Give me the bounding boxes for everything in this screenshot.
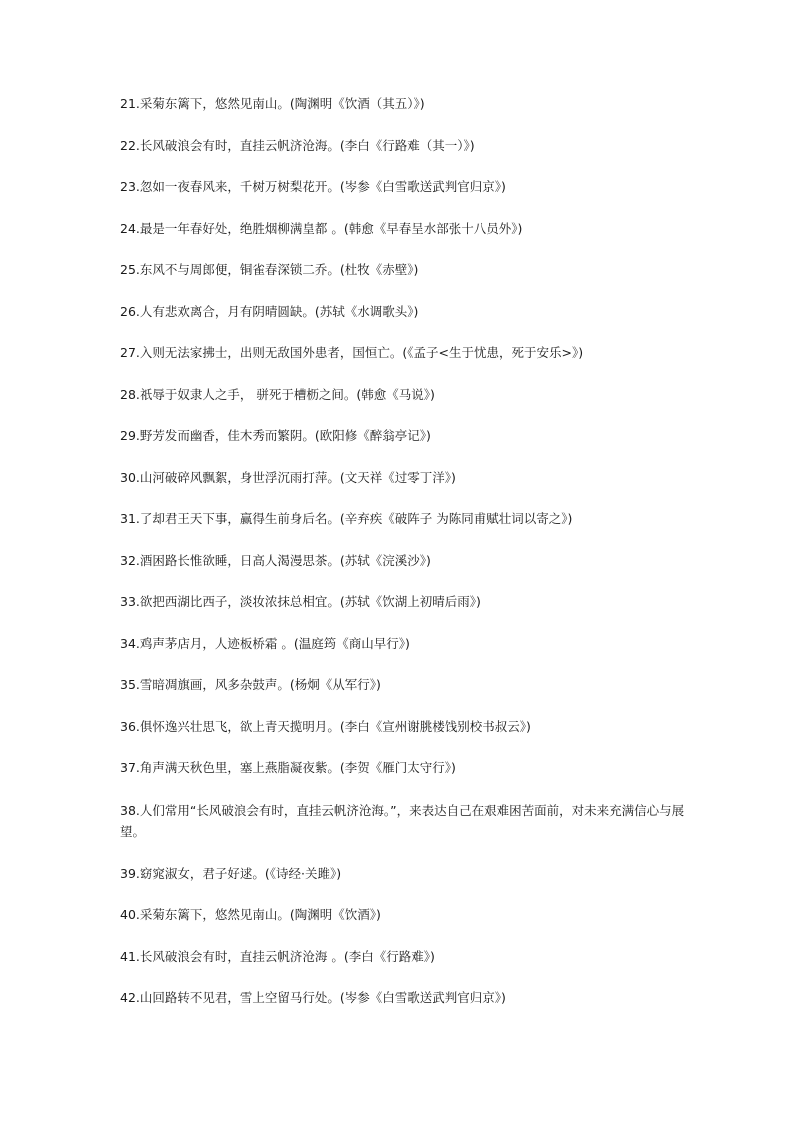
poem-line: 34.鸡声茅店月，人迹板桥霜 。(温庭筠《商山早行》) [120, 635, 410, 651]
poem-line: 32.酒困路长惟欲睡，日高人渴漫思茶。(苏轼《浣溪沙》) [120, 552, 431, 568]
poem-line-list [120, 94, 690, 1030]
poem-line: 22.长风破浪会有时，直挂云帆济沧海。(李白《行路难（其一）》) [120, 137, 475, 153]
poem-line: 33.欲把西湖比西子，淡妆浓抹总相宜。(苏轼《饮湖上初晴后雨》) [120, 594, 481, 609]
poem-line: 29.野芳发而幽香，佳木秀而繁阴。(欧阳修《醉翁亭记》) [120, 428, 431, 443]
poem-line: 35.雪暗凋旗画，风多杂鼓声。(杨炯《从军行》) [120, 677, 381, 692]
poem-line: 42.山回路转不见君，雪上空留马行处。(岑参《白雪歌送武判官归京》) [120, 990, 506, 1005]
poem-line: 23.忽如一夜春风来，千树万树梨花开。(岑参《白雪歌送武判官归京》) [120, 179, 506, 194]
poem-line: 26.人有悲欢离合，月有阴晴圆缺。(苏轼《水调歌头》) [120, 303, 419, 319]
poem-line: 30.山河破碎风飘絮，身世浮沉雨打萍。(文天祥《过零丁洋》) [120, 469, 456, 485]
poem-line: 24.最是一年春好处，绝胜烟柳满皇都 。(韩愈《早春呈水部张十八员外》) [120, 220, 523, 236]
poem-line: 27.入则无法家拂士，出则无敌国外患者，国恒亡。(《孟子<生于忧患，死于安乐>》) [120, 345, 584, 360]
poem-line: 37.角声满天秋色里，塞上燕脂凝夜紫。(李贺《雁门太守行》) [120, 760, 456, 775]
poem-line: 31.了却君王天下事，赢得生前身后名。(辛弃疾《破阵子 为陈同甫赋壮词以寄之》) [120, 511, 573, 526]
poem-line: 28.祇辱于奴隶人之手， 骈死于槽枥之间。(韩愈《马说》) [120, 386, 435, 402]
poem-line: 40.采菊东篱下，悠然见南山。(陶渊明《饮酒》) [120, 907, 381, 922]
poem-line: 41.长风破浪会有时，直挂云帆济沧海 。(李白《行路难》) [120, 948, 435, 964]
poem-line: 25.东风不与周郎便，铜雀春深锁二乔。(杜牧《赤壁》) [120, 262, 419, 277]
poem-line: 39.窈窕淑女，君子好逑。(《诗经·关雎》) [120, 865, 342, 881]
poem-line: 38.人们常用“长风破浪会有时，直挂云帆济沧海。”，来表达自己在艰难困苦面前，对未来充满信心与展望。 [120, 802, 685, 839]
poem-line: 36.俱怀逸兴壮思飞，欲上青天揽明月。(李白《宣州谢朓楼饯别校书叔云》) [120, 718, 531, 734]
poem-line: 21.采菊东篱下，悠然见南山。(陶渊明《饮酒（其五）》) [120, 96, 425, 111]
